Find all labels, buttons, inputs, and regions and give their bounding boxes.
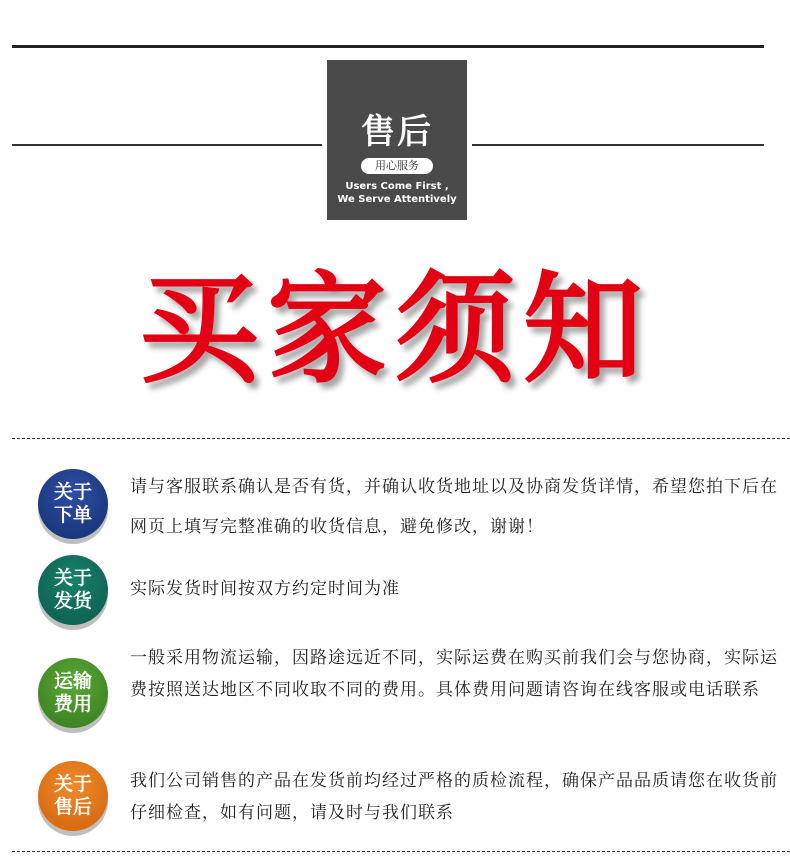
badge-english-line1: Users Come First ,: [345, 181, 449, 192]
notice-freight-label-1: 运输: [53, 670, 92, 692]
badge-right-line: [472, 144, 764, 146]
notice-after-sales-badge: [38, 761, 108, 831]
notice-freight-text: 一般采用物流运输，因路途远近不同，实际运费在购买前我们会与您协商，实际运费按照送达地区不同收取不同的费用。具体费用问题请咨询在线客服或电话联系: [130, 648, 778, 700]
notice-ordering-text: 请与客服联系确认是否有货，并确认收货地址以及协商发货详情，希望您拍下后在网页上填写完整准确的收货信息，避免修改，谢谢！: [130, 477, 778, 537]
notice-after-sales-label-2: 售后: [53, 796, 92, 818]
notice-ordering-badge: [38, 469, 108, 539]
badge-left-line: [12, 144, 322, 146]
notice-after-sales-text: 我们公司销售的产品在发货前均经过严格的质检流程，确保产品品质请您在收货前仔细检查，如有问题，请及时与我们联系: [130, 771, 778, 823]
badge-pill: 用心服务: [361, 158, 433, 174]
after-sales-badge: [327, 60, 467, 220]
notice-shipping-text: 实际发货时间按双方约定时间为准: [130, 579, 400, 599]
notice-ordering-label-2: 下单: [53, 504, 92, 526]
badge-english-line2: We Serve Attentively: [337, 194, 457, 205]
notice-ordering-label-1: 关于: [53, 481, 92, 503]
notice-shipping-label-1: 关于: [53, 567, 92, 589]
notice-freight: [38, 640, 778, 740]
notice-shipping-badge: [38, 555, 108, 625]
notice-ordering: [38, 465, 778, 545]
badge-english: [327, 180, 467, 206]
notice-freight-label-2: 费用: [53, 693, 92, 715]
notice-shipping: [38, 555, 778, 635]
notice-shipping-label-2: 发货: [53, 590, 92, 612]
dashed-divider-bottom: [12, 851, 790, 852]
notice-freight-badge: [38, 658, 108, 728]
dashed-divider-top: [12, 438, 790, 439]
badge-title: 售后: [361, 112, 433, 152]
top-rule: [12, 45, 764, 48]
notice-after-sales-label-1: 关于: [53, 773, 92, 795]
buyer-notice-headline: 买家须知: [139, 259, 651, 400]
notice-after-sales: [38, 755, 778, 845]
